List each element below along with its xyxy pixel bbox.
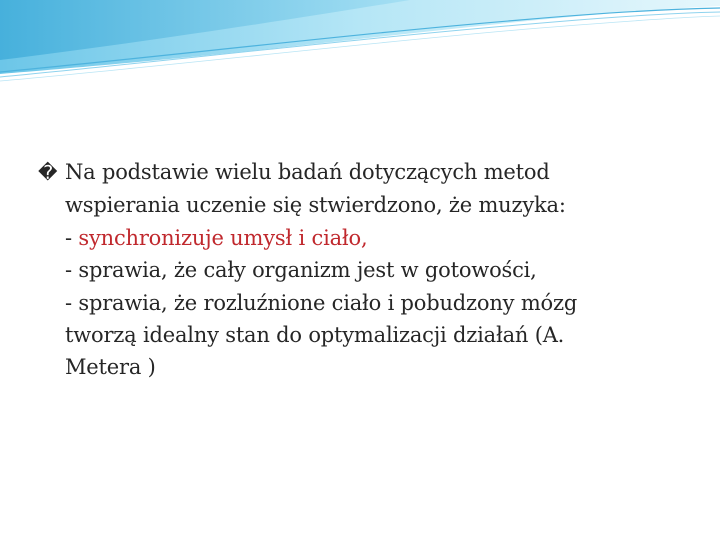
bullet-icon: � xyxy=(38,162,58,184)
text-line-2: wspierania uczenie się stwierdzono, że muzyka: xyxy=(65,193,566,218)
slide-body-text xyxy=(38,156,678,384)
text-line-1: � Na podstawie wielu badań dotyczących metod xyxy=(38,156,678,189)
text-line-6: tworzą idealny stan do optymalizacji działań (A. xyxy=(65,323,565,348)
header-wave-decoration xyxy=(0,0,720,90)
text-line-5: - sprawia, że rozluźnione ciało i pobudzony mózg xyxy=(65,290,578,315)
text-line-3: - synchronizuje umysł i ciało, xyxy=(65,225,368,250)
text-line-4: - sprawia, że cały organizm jest w gotowości, xyxy=(65,258,537,283)
text-line-7: Metera ) xyxy=(65,355,156,380)
highlighted-phrase: synchronizuje umysł i ciało, xyxy=(78,225,368,250)
